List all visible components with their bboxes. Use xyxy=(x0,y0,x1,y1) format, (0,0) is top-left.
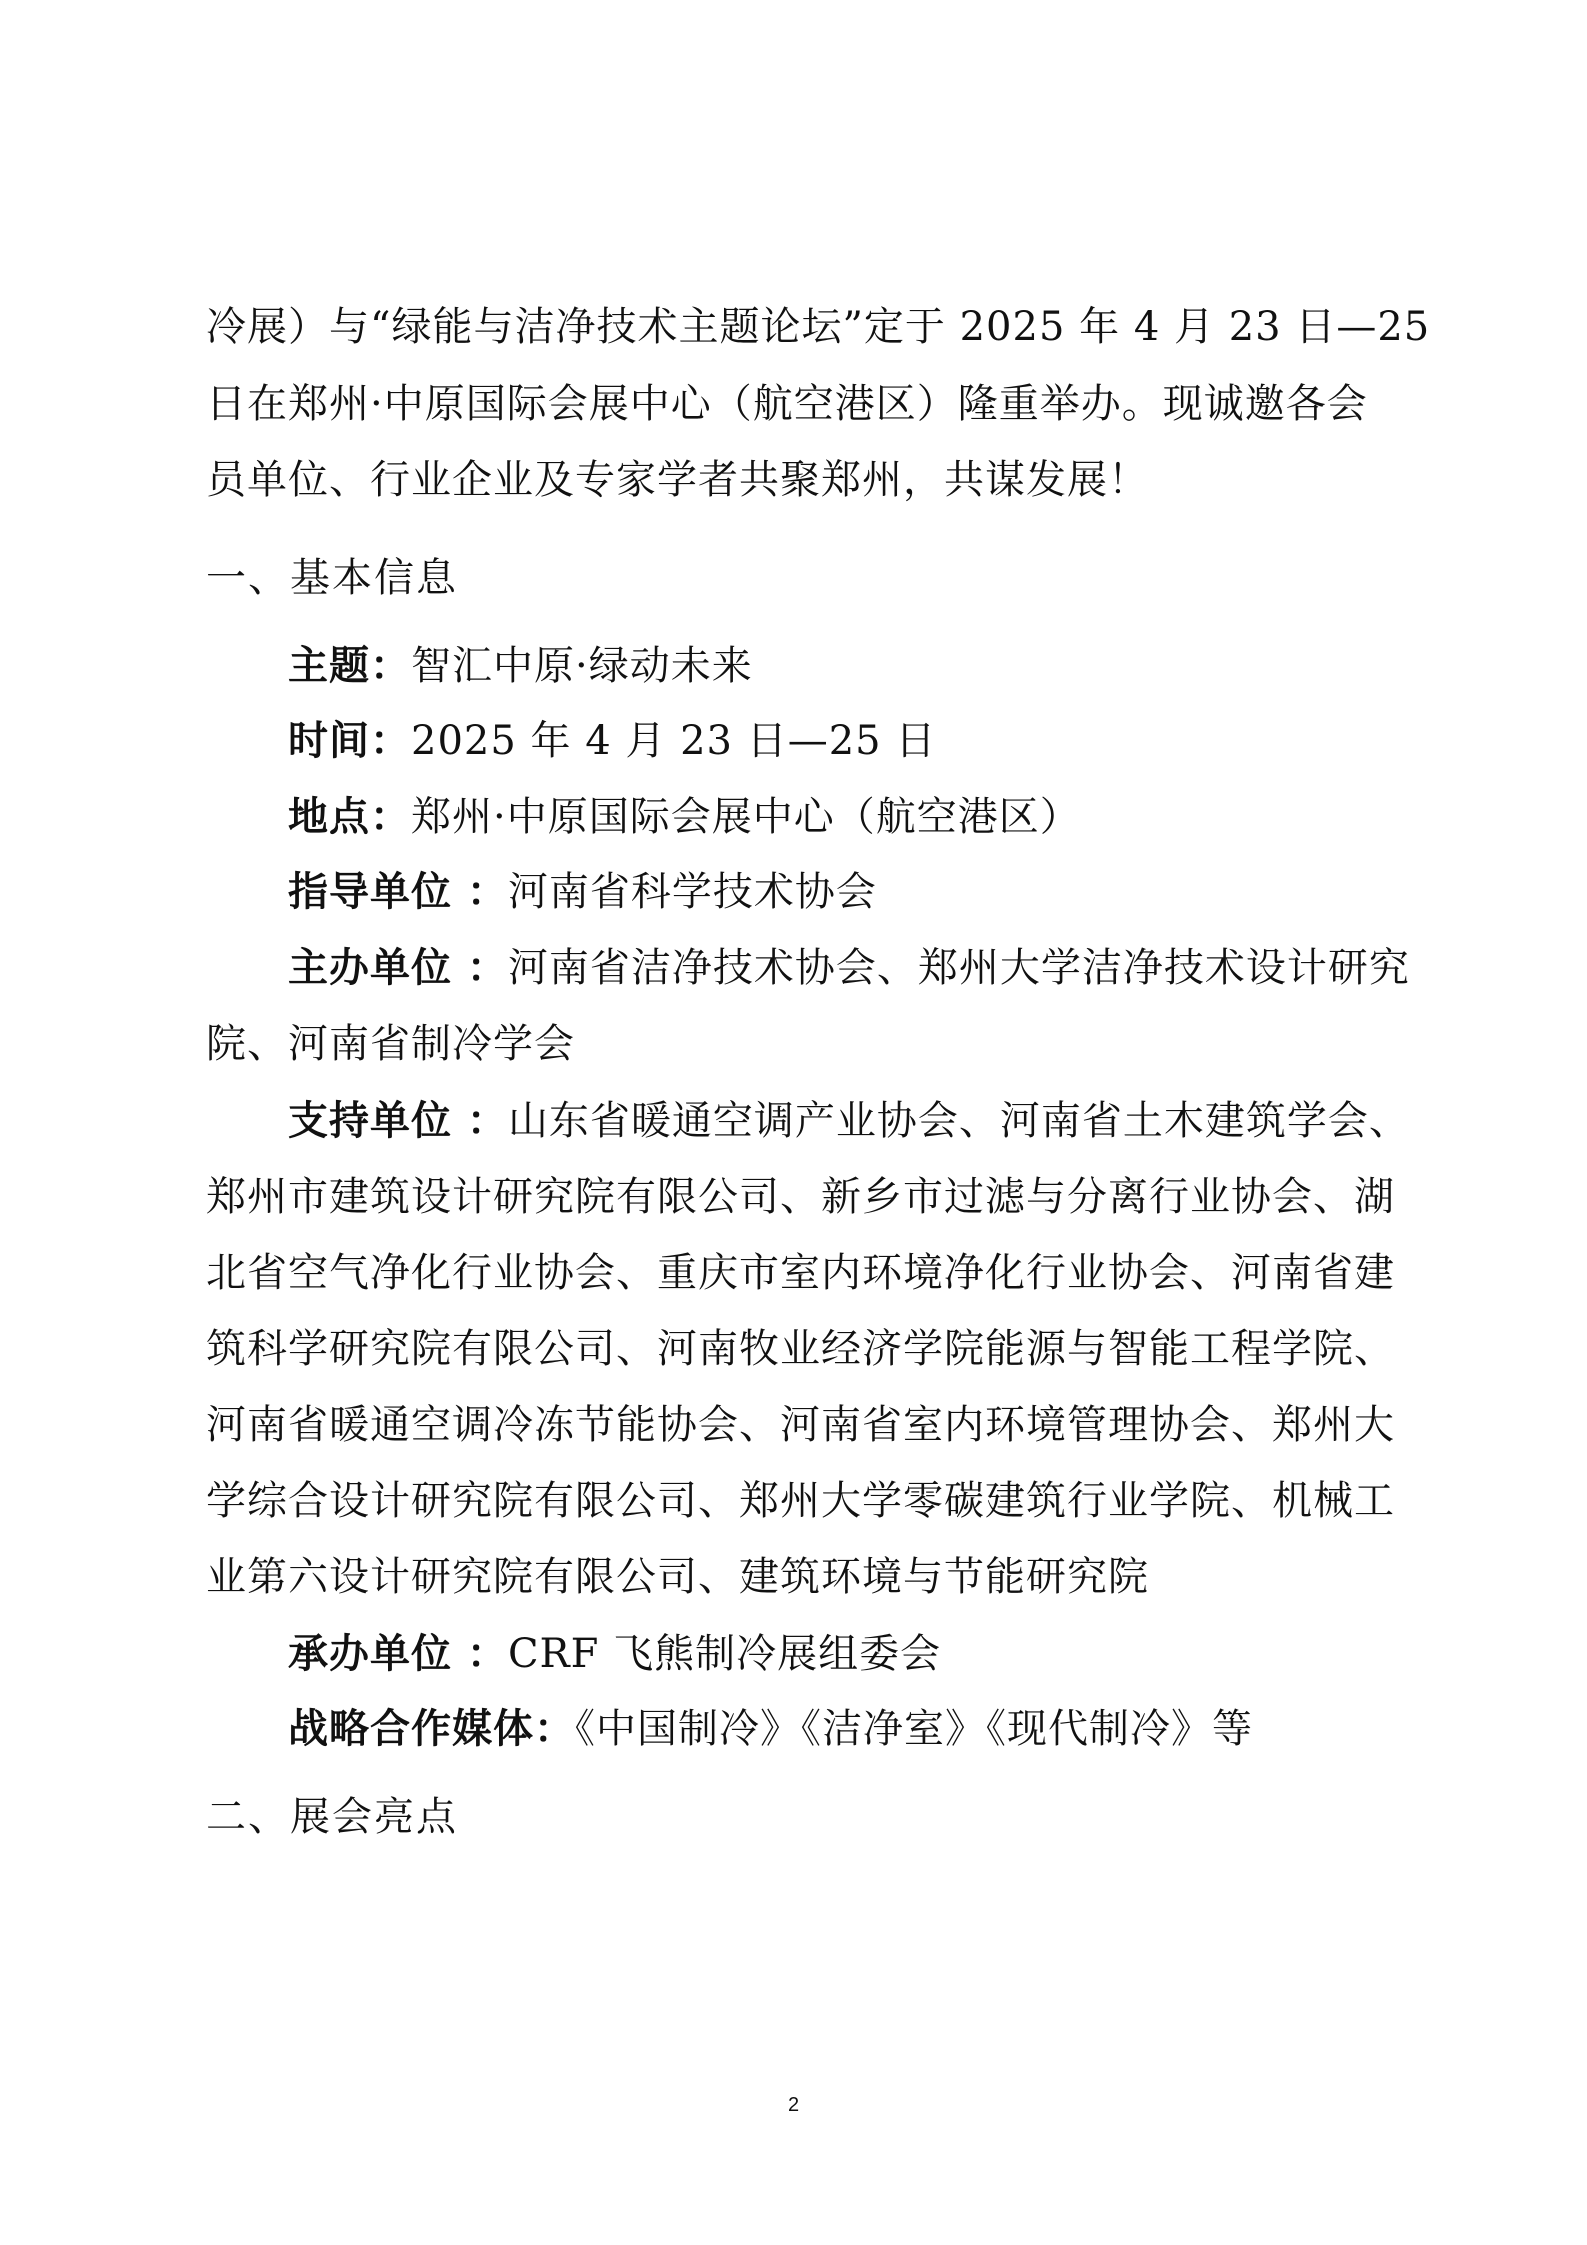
guide-unit-value: 河南省科学技术协会 xyxy=(507,869,877,915)
guide-unit-row xyxy=(288,868,877,916)
host-unit-row xyxy=(288,944,1410,992)
page-number: 2 xyxy=(787,2094,800,2116)
media-row xyxy=(288,1705,1253,1753)
organizer-row xyxy=(288,1630,941,1678)
support-unit-value-line-5: 河南省暖通空调冷冻节能协会、河南省室内环境管理协会、郑州大 xyxy=(206,1402,1395,1448)
organizer-label: 承办单位 ： xyxy=(288,1630,508,1677)
support-unit-value-line-2: 郑州市建筑设计研究院有限公司、新乡市过滤与分离行业协会、湖 xyxy=(206,1174,1395,1220)
support-unit-value-line-7: 业第六设计研究院有限公司、建筑环境与节能研究院 xyxy=(206,1554,1149,1600)
host-unit-label: 主办单位 ： xyxy=(288,944,508,991)
section-heading-basic-info: 一、基本信息 xyxy=(206,555,458,601)
support-unit-value-line-4: 筑科学研究院有限公司、河南牧业经济学院能源与智能工程学院、 xyxy=(206,1326,1395,1372)
time-value: 2025 年 4 月 23 日—25 日 xyxy=(411,718,937,764)
intro-line-1: 冷展）与“绿能与洁净技术主题论坛”定于 2025 年 4 月 23 日—25 xyxy=(206,304,1431,350)
support-unit-value-line-3: 北省空气净化行业协会、重庆市室内环境净化行业协会、河南省建 xyxy=(206,1250,1395,1296)
theme-row xyxy=(288,642,753,690)
media-value: 《中国制冷》《洁净室》《现代制冷》等 xyxy=(575,1706,1253,1752)
venue-label: 地点： xyxy=(288,793,411,840)
organizer-value: CRF 飞熊制冷展组委会 xyxy=(507,1631,942,1677)
intro-line-3: 员单位、行业企业及专家学者共聚郑州，共谋发展！ xyxy=(206,457,1149,503)
time-row xyxy=(288,717,936,765)
theme-label: 主题： xyxy=(288,642,411,689)
support-unit-label: 支持单位 ： xyxy=(288,1097,508,1144)
section-heading-highlights: 二、展会亮点 xyxy=(206,1794,458,1840)
guide-unit-label: 指导单位 ： xyxy=(288,868,508,915)
venue-row xyxy=(288,793,1081,841)
media-label: 战略合作媒体： xyxy=(288,1705,575,1752)
support-unit-row xyxy=(288,1097,1410,1145)
time-label: 时间： xyxy=(288,717,411,764)
venue-value: 郑州·中原国际会展中心（航空港区） xyxy=(411,794,1081,840)
host-unit-value-line-1: 河南省洁净技术协会、郑州大学洁净技术设计研究 xyxy=(507,945,1410,991)
host-unit-value-line-2: 院、河南省制冷学会 xyxy=(206,1021,575,1067)
intro-line-2: 日在郑州·中原国际会展中心（航空港区）隆重举办。现诚邀各会 xyxy=(206,381,1368,427)
support-unit-value-line-1: 山东省暖通空调产业协会、河南省土木建筑学会、 xyxy=(507,1098,1410,1144)
theme-value: 智汇中原·绿动未来 xyxy=(411,643,753,689)
support-unit-value-line-6: 学综合设计研究院有限公司、郑州大学零碳建筑行业学院、机械工 xyxy=(206,1478,1395,1524)
